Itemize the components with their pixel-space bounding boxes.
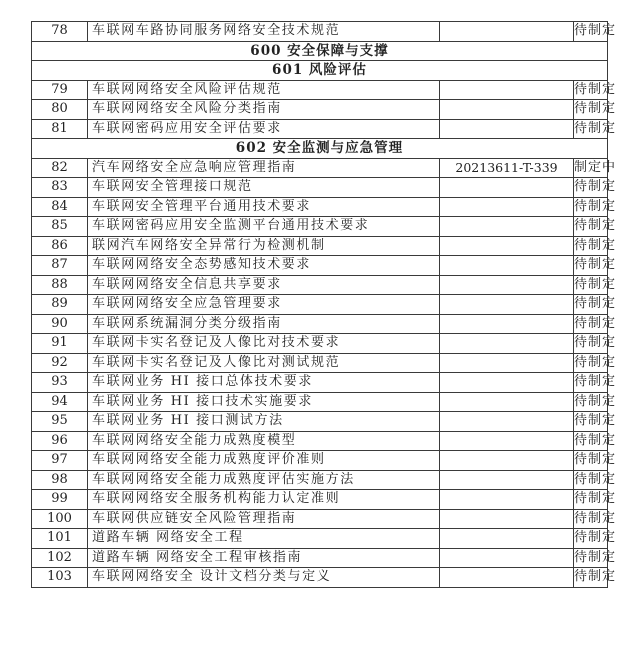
standard-name: 车联网网络安全 设计文档分类与定义 <box>88 568 440 588</box>
section-header-row <box>32 61 608 81</box>
status-cell: 制定中 <box>574 158 608 178</box>
status-cell: 待制定 <box>574 22 608 42</box>
table-row <box>32 178 608 198</box>
status-cell: 待制定 <box>574 256 608 276</box>
standard-name: 车联网车路协同服务网络安全技术规范 <box>88 22 440 42</box>
table-row <box>32 568 608 588</box>
plan-code <box>440 568 574 588</box>
row-number: 78 <box>32 22 88 42</box>
standard-name: 车联网业务 HI 接口总体技术要求 <box>88 373 440 393</box>
plan-code <box>440 217 574 237</box>
plan-code <box>440 256 574 276</box>
status-cell: 待制定 <box>574 451 608 471</box>
plan-code <box>440 431 574 451</box>
standard-name: 车联网网络安全能力成熟度评估实施方法 <box>88 470 440 490</box>
plan-code <box>440 548 574 568</box>
standard-name: 联网汽车网络安全异常行为检测机制 <box>88 236 440 256</box>
plan-code <box>440 373 574 393</box>
table-row <box>32 314 608 334</box>
status-cell: 待制定 <box>574 295 608 315</box>
standard-name: 车联网密码应用安全评估要求 <box>88 119 440 139</box>
status-cell: 待制定 <box>574 392 608 412</box>
standard-name: 道路车辆 网络安全工程 <box>88 529 440 549</box>
table-row <box>32 256 608 276</box>
row-number: 83 <box>32 178 88 198</box>
status-cell: 待制定 <box>574 568 608 588</box>
standard-name: 车联网密码应用安全监测平台通用技术要求 <box>88 217 440 237</box>
plan-code <box>440 178 574 198</box>
plan-code <box>440 392 574 412</box>
status-cell: 待制定 <box>574 217 608 237</box>
plan-code <box>440 470 574 490</box>
plan-code <box>440 80 574 100</box>
row-number: 81 <box>32 119 88 139</box>
row-number: 92 <box>32 353 88 373</box>
row-number: 79 <box>32 80 88 100</box>
plan-code <box>440 334 574 354</box>
plan-code <box>440 451 574 471</box>
row-number: 86 <box>32 236 88 256</box>
table-row <box>32 217 608 237</box>
table-row <box>32 548 608 568</box>
row-number: 89 <box>32 295 88 315</box>
table-row <box>32 431 608 451</box>
status-cell: 待制定 <box>574 314 608 334</box>
plan-code <box>440 353 574 373</box>
plan-code <box>440 197 574 217</box>
status-cell: 待制定 <box>574 412 608 432</box>
status-cell: 待制定 <box>574 470 608 490</box>
standard-name: 车联网网络安全风险评估规范 <box>88 80 440 100</box>
row-number: 87 <box>32 256 88 276</box>
plan-code <box>440 22 574 42</box>
row-number: 103 <box>32 568 88 588</box>
table-row <box>32 373 608 393</box>
status-cell: 待制定 <box>574 100 608 120</box>
row-number: 100 <box>32 509 88 529</box>
status-cell: 待制定 <box>574 80 608 100</box>
section-header-row <box>32 41 608 61</box>
plan-code <box>440 295 574 315</box>
row-number: 102 <box>32 548 88 568</box>
table-row <box>32 529 608 549</box>
plan-code <box>440 100 574 120</box>
table-row <box>32 100 608 120</box>
table-row <box>32 295 608 315</box>
plan-code <box>440 509 574 529</box>
standard-name: 车联网安全管理接口规范 <box>88 178 440 198</box>
section-title: 602 安全监测与应急管理 <box>32 139 608 159</box>
standard-name: 车联网卡实名登记及人像比对技术要求 <box>88 334 440 354</box>
table-row <box>32 509 608 529</box>
status-cell: 待制定 <box>574 119 608 139</box>
standards-table-body <box>32 22 617 588</box>
standard-name: 车联网网络安全态势感知技术要求 <box>88 256 440 276</box>
status-cell: 待制定 <box>574 509 608 529</box>
table-row <box>32 80 608 100</box>
status-cell: 待制定 <box>574 548 608 568</box>
row-number: 80 <box>32 100 88 120</box>
standards-table <box>31 21 617 588</box>
table-row <box>32 392 608 412</box>
status-cell: 待制定 <box>574 236 608 256</box>
table-row <box>32 119 608 139</box>
table-row <box>32 275 608 295</box>
plan-code <box>440 490 574 510</box>
table-row <box>32 236 608 256</box>
status-cell: 待制定 <box>574 334 608 354</box>
standard-name: 车联网安全管理平台通用技术要求 <box>88 197 440 217</box>
plan-code <box>440 412 574 432</box>
row-number: 95 <box>32 412 88 432</box>
table-row <box>32 470 608 490</box>
row-number: 85 <box>32 217 88 237</box>
row-number: 101 <box>32 529 88 549</box>
status-cell: 待制定 <box>574 178 608 198</box>
row-number: 91 <box>32 334 88 354</box>
standard-name: 汽车网络安全应急响应管理指南 <box>88 158 440 178</box>
status-cell: 待制定 <box>574 353 608 373</box>
status-cell: 待制定 <box>574 275 608 295</box>
table-row <box>32 490 608 510</box>
status-cell: 待制定 <box>574 529 608 549</box>
section-title: 601 风险评估 <box>32 61 608 81</box>
plan-code <box>440 119 574 139</box>
row-number: 97 <box>32 451 88 471</box>
status-cell: 待制定 <box>574 431 608 451</box>
table-row <box>32 334 608 354</box>
standard-name: 车联网网络安全能力成熟度评价准则 <box>88 451 440 471</box>
section-header-row <box>32 139 608 159</box>
plan-code <box>440 236 574 256</box>
row-number: 93 <box>32 373 88 393</box>
table-row <box>32 412 608 432</box>
status-cell: 待制定 <box>574 373 608 393</box>
standard-name: 车联网卡实名登记及人像比对测试规范 <box>88 353 440 373</box>
row-number: 88 <box>32 275 88 295</box>
standard-name: 车联网供应链安全风险管理指南 <box>88 509 440 529</box>
standard-name: 道路车辆 网络安全工程审核指南 <box>88 548 440 568</box>
table-row <box>32 451 608 471</box>
section-title: 600 安全保障与支撑 <box>32 41 608 61</box>
standard-name: 车联网网络安全服务机构能力认定准则 <box>88 490 440 510</box>
row-number: 99 <box>32 490 88 510</box>
table-row <box>32 158 608 178</box>
plan-code <box>440 314 574 334</box>
plan-code <box>440 275 574 295</box>
row-number: 82 <box>32 158 88 178</box>
row-number: 90 <box>32 314 88 334</box>
table-row <box>32 22 608 42</box>
plan-code: 20213611-T-339 <box>440 158 574 178</box>
plan-code <box>440 529 574 549</box>
standard-name: 车联网业务 HI 接口测试方法 <box>88 412 440 432</box>
row-number: 84 <box>32 197 88 217</box>
row-number: 98 <box>32 470 88 490</box>
table-row <box>32 353 608 373</box>
row-number: 96 <box>32 431 88 451</box>
standard-name: 车联网系统漏洞分类分级指南 <box>88 314 440 334</box>
standard-name: 车联网业务 HI 接口技术实施要求 <box>88 392 440 412</box>
standard-name: 车联网网络安全应急管理要求 <box>88 295 440 315</box>
row-number: 94 <box>32 392 88 412</box>
standard-name: 车联网网络安全信息共享要求 <box>88 275 440 295</box>
status-cell: 待制定 <box>574 490 608 510</box>
table-row <box>32 197 608 217</box>
standard-name: 车联网网络安全风险分类指南 <box>88 100 440 120</box>
status-cell: 待制定 <box>574 197 608 217</box>
standard-name: 车联网网络安全能力成熟度模型 <box>88 431 440 451</box>
